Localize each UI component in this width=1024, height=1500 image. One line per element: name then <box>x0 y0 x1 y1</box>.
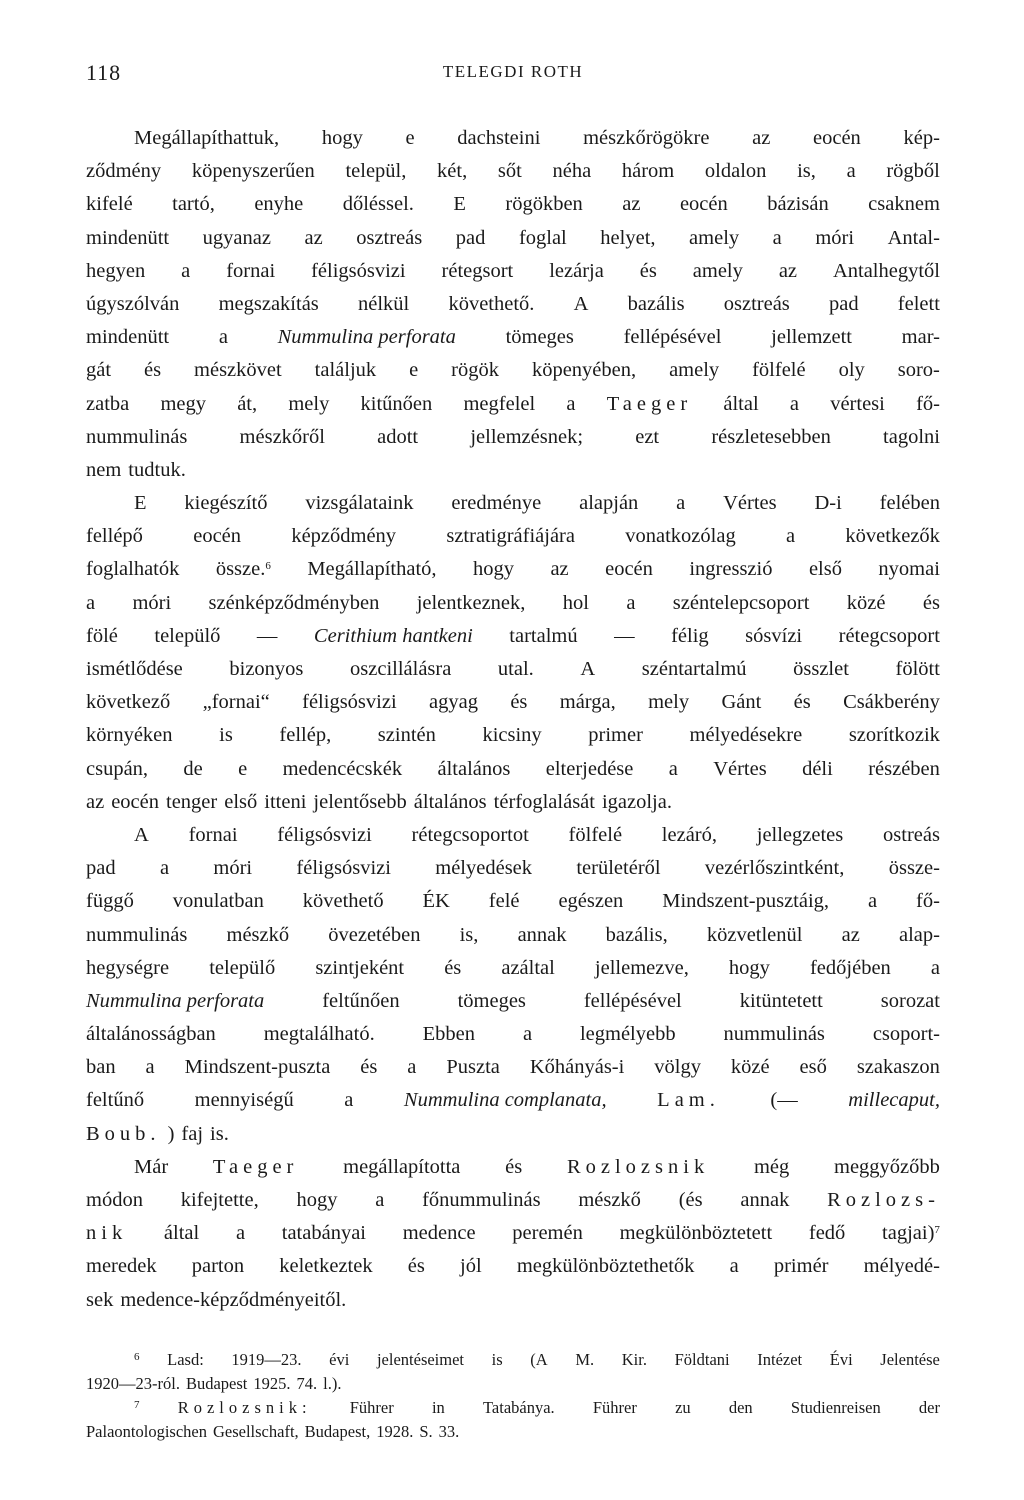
page-header <box>86 60 940 88</box>
paragraph-line: pad a móri féligsósvizi mélyedések területéről vezérlőszintként, össze- <box>86 857 940 880</box>
footnote-line: Palaontologischen Gesellschaft, Budapest, 1928. S. 33. <box>86 1422 460 1441</box>
paragraph <box>86 122 940 487</box>
paragraph-line: módon kifejtette, hogy a főnummulinás mészkő (és annak Rozlozs- <box>86 1189 940 1211</box>
paragraph-line: A fornai féligsósvizi rétegcsoportot fölfelé lezáró, jellegzetes ostreás <box>134 823 940 846</box>
paragraph-line: nummulinás mészkőről adott jellemzésnek; ezt részletesebben tagolni <box>86 425 940 448</box>
paragraph-line: nem tudtuk. <box>86 458 186 481</box>
running-title: TELEGDI ROTH <box>442 62 584 81</box>
footnotes <box>86 1348 940 1444</box>
paragraph <box>86 1151 940 1317</box>
page-number: 118 <box>86 60 122 85</box>
paragraph-line: foglalhatók össze.$^6$ Megállapítható, hogy az eocén ingresszió első nyomai <box>86 558 940 581</box>
paragraph-line: Nummulina perforata feltűnően tömeges fellépésével kitüntetett sorozat <box>86 989 940 1012</box>
paragraph-line: mindenütt ugyanaz az osztreás pad foglal helyet, amely a móri Antal- <box>86 226 940 249</box>
footnote <box>86 1348 940 1396</box>
paragraph-line: Megállapíthattuk, hogy e dachsteini mészkőrögökre az eocén kép- <box>134 127 940 149</box>
paragraph-line: fölé települő — Cerithium hantkeni tartalmú — félig sósvízi rétegcsoport <box>86 624 940 647</box>
paragraph <box>86 487 940 819</box>
footnote-line: $^6$ Lasd: 1919—23. évi jelentéseimet is (A M. Kir. Földtani Intézet Évi Jelentése <box>134 1350 940 1369</box>
paragraph-line: ződmény köpenyszerűen települ, két, sőt néha három oldalon is, a rögből <box>86 160 940 183</box>
paragraph-line: hegyen a fornai féligsósvizi rétegsort lezárja és amely az Antalhegytől <box>86 259 940 282</box>
paragraph-line: meredek parton keletkeztek és jól megkülönböztethetők a primér mélyedé- <box>86 1255 940 1278</box>
paragraph-line: a móri szénképződményben jelentkeznek, hol a széntelepcsoport közé és <box>86 591 940 614</box>
paragraph-line: az eocén tenger első itteni jelentősebb általános térfoglalását igazolja. <box>86 790 672 813</box>
paragraph-line: ismétlődése bizonyos oszcillálásra utal. A széntartalmú összlet fölött <box>86 658 940 680</box>
paragraph <box>86 819 940 1151</box>
paragraph-line: E kiegészítő vizsgálataink eredménye alapján a Vértes D-i felében <box>134 492 940 515</box>
paragraph-line: hegységre települő szintjeként és azáltal jellemezve, hogy fedőjében a <box>86 956 940 979</box>
paragraph-line: Boub. ) faj is. <box>86 1122 229 1145</box>
paragraph-line: függő vonulatban követhető ÉK felé egészen Mindszent-pusztáig, a fő- <box>86 890 940 913</box>
paragraph-line: általánosságban megtalálható. Ebben a legmélyebb nummulinás csoport- <box>86 1023 940 1046</box>
paragraph-line: feltűnő mennyiségű a Nummulina complanata, Lam. (— millecaput, <box>86 1089 940 1112</box>
paragraph-line: zatba megy át, mely kitűnően megfelel a Taeger által a vértesi fő- <box>86 392 940 415</box>
paragraph-line: sek medence-képződményeitől. <box>86 1288 347 1311</box>
paragraph-line: gát és mészkövet találjuk e rögök köpenyében, amely fölfelé oly soro- <box>86 359 940 382</box>
paragraph-line: nummulinás mészkő övezetében is, annak bazális, közvetlenül az alap- <box>86 923 940 946</box>
paragraph-line: csupán, de e medencécskék általános elterjedése a Vértes déli részében <box>86 757 940 780</box>
paragraph-line: fellépő eocén képződmény sztratigráfiájára vonatkozólag a következők <box>86 525 940 548</box>
paragraph-line: környéken is fellép, szintén kicsiny primer mélyedésekre szorítkozik <box>86 724 940 747</box>
paragraph-line: úgyszólván megszakítás nélkül követhető. A bazális osztreás pad felett <box>86 292 940 315</box>
footnote-line: 1920—23-ról. Budapest 1925. 74. l.). <box>86 1374 342 1393</box>
paragraph-line: kifelé tartó, enyhe dőléssel. E rögökben az eocén bázisán csaknem <box>86 193 940 216</box>
paragraph-line: mindenütt a Nummulina perforata tömeges fellépésével jellemzett mar- <box>86 326 940 349</box>
footnote-line: $^7$ Rozlozsnik: Führer in Tatabánya. Führer zu den Studienreisen der <box>134 1398 940 1417</box>
paragraph-line: ban a Mindszent-puszta és a Puszta Kőhányás-i völgy közé eső szakaszon <box>86 1056 940 1079</box>
paragraph-line: nik által a tatabányai medence peremén megkülönböztetett fedő tagjai)$^7$ <box>86 1222 940 1245</box>
paragraph-line: következő „fornai“ féligsósvizi agyag és márga, mely Gánt és Csákberény <box>86 691 940 714</box>
paragraph-line: Már Taeger megállapította és Rozlozsnik még meggyőzőbb <box>134 1155 940 1178</box>
main-text <box>86 122 940 1317</box>
footnote <box>86 1396 940 1444</box>
